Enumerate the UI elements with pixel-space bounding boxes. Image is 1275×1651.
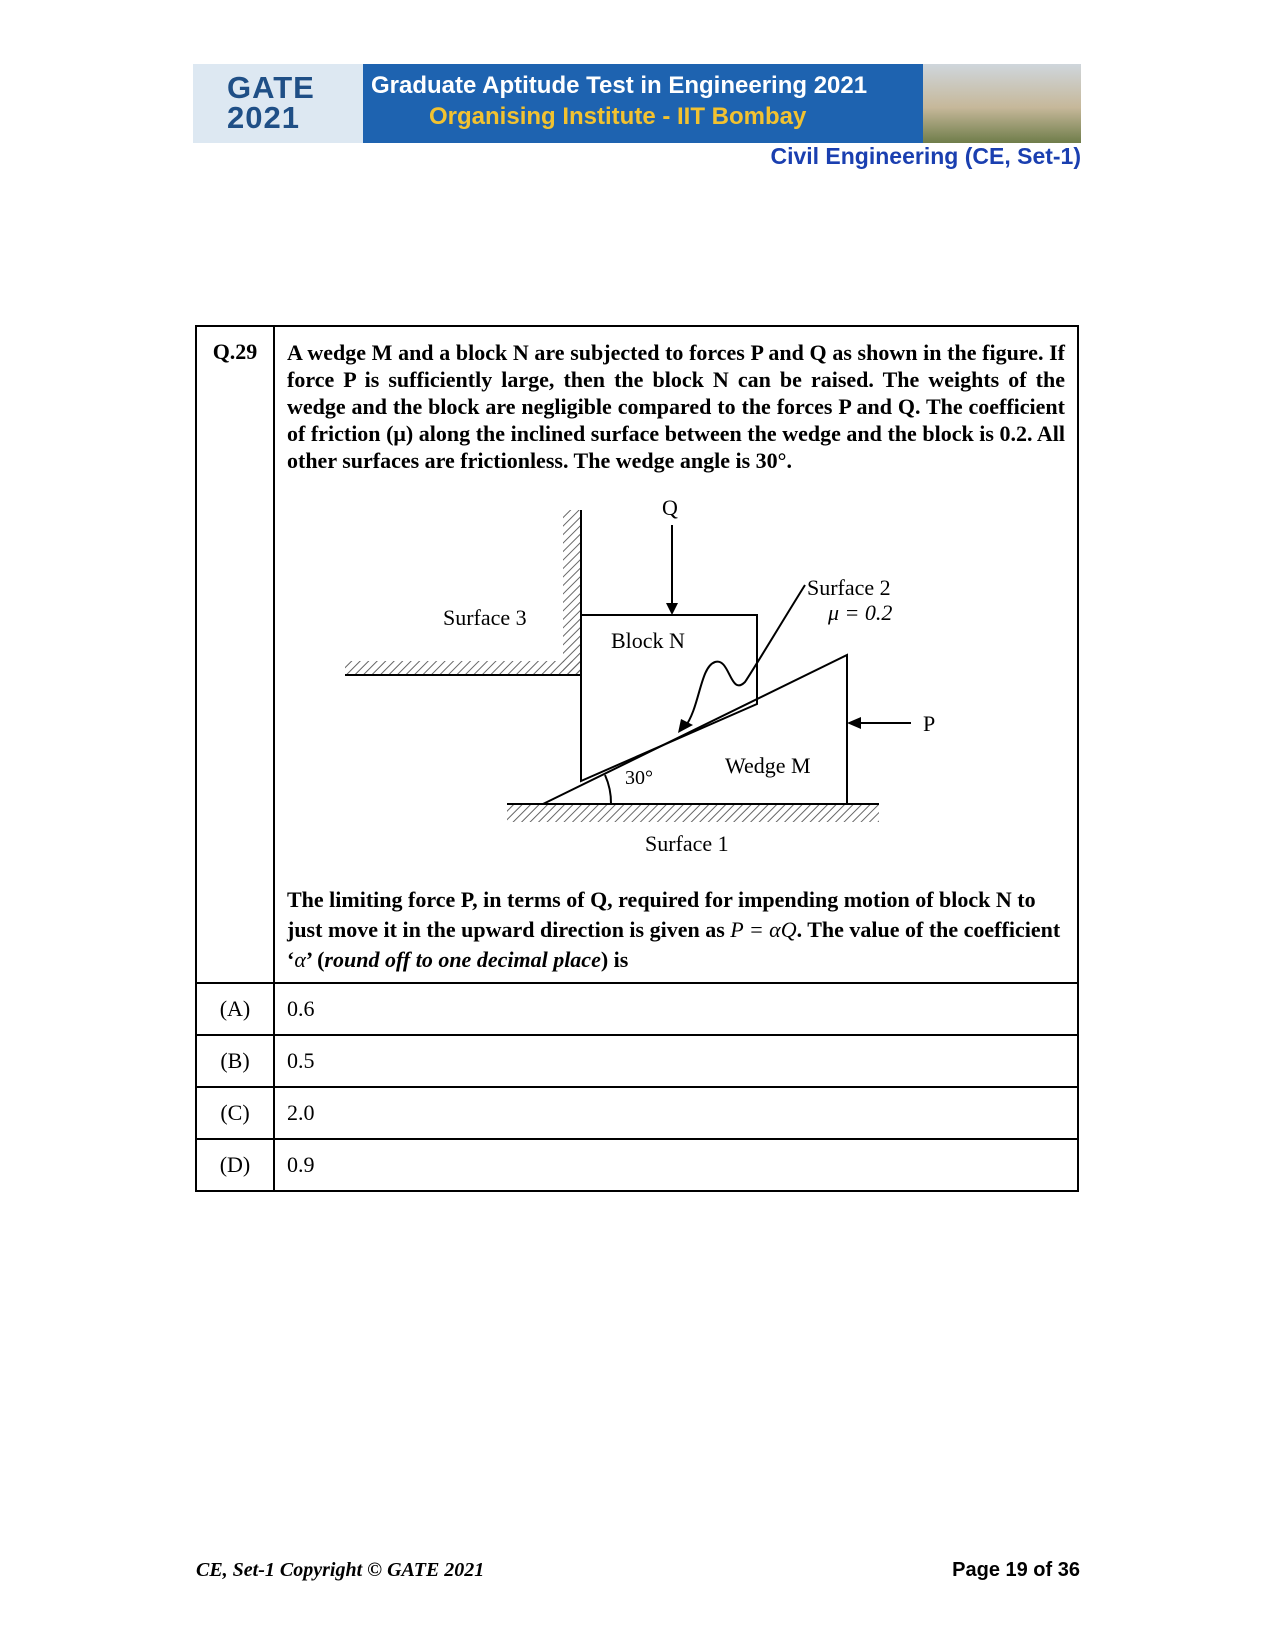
header-banner — [193, 64, 1081, 143]
label-q: Q — [662, 495, 678, 520]
label-block-n: Block N — [611, 628, 685, 653]
page-total: 36 — [1057, 1559, 1080, 1581]
force-q-arrowhead — [666, 603, 678, 615]
institute-photo — [923, 64, 1081, 143]
footer-copyright: CE, Set-1 Copyright © GATE 2021 — [196, 1559, 485, 1581]
page-sep: of — [1027, 1559, 1058, 1581]
label-surface3: Surface 3 — [443, 605, 527, 630]
option-label: (C) — [197, 1088, 275, 1138]
page-number — [952, 1559, 1080, 1582]
header-institute: Organising Institute - IIT Bombay — [429, 103, 807, 130]
surface3-wall-hatch — [563, 510, 581, 675]
question-table — [195, 325, 1079, 1192]
page-current: 19 — [1005, 1559, 1028, 1581]
label-mu: μ = 0.2 — [828, 600, 893, 625]
option-label: (B) — [197, 1036, 275, 1086]
option-value: 0.5 — [287, 1048, 315, 1073]
question-body — [275, 327, 1077, 982]
paper-subtitle: Civil Engineering (CE, Set-1) — [770, 143, 1081, 169]
option-value: 0.6 — [287, 996, 315, 1021]
prompt-italic: round off to one decimal place — [324, 947, 601, 972]
force-p-arrowhead — [847, 717, 861, 729]
option-row-b[interactable] — [197, 1034, 1077, 1086]
label-surface2: Surface 2 — [807, 575, 891, 600]
option-label: (A) — [197, 984, 275, 1034]
gate-logo — [193, 64, 363, 143]
logo-line2: 2021 — [227, 100, 300, 135]
prompt-part3: ’ ( — [305, 947, 325, 972]
option-value: 0.9 — [287, 1152, 315, 1177]
header-title-box — [363, 64, 923, 143]
logo-line1: GATE — [227, 70, 315, 105]
header-title: Graduate Aptitude Test in Engineering 2021 — [371, 72, 868, 99]
prompt-part2: . The value of the coefficient ‘ — [287, 917, 1061, 972]
option-row-a[interactable] — [197, 982, 1077, 1034]
label-wedge-m: Wedge M — [725, 753, 811, 778]
option-value: 2.0 — [287, 1100, 315, 1125]
prompt-formula: P = αQ — [730, 917, 797, 942]
question-number: Q.29 — [197, 327, 275, 982]
question-row — [197, 327, 1077, 982]
label-surface1: Surface 1 — [645, 831, 729, 856]
question-prompt — [275, 885, 1077, 982]
wedge-block-diagram — [275, 457, 1077, 885]
question-text: A wedge M and a block N are subjected to forces P and Q as shown in the figure. If force P is sufficiently large, then the block N can be raised. The weights of the wedge and the block are negligible compared to the forces P and Q. The coefficient of friction (μ) along the inclined surface between the wedge and the block is 0.2. All other surfaces are frictionless. The wedge angle is 30°. — [287, 340, 1065, 473]
prompt-part4: ) is — [600, 947, 629, 972]
label-angle: 30° — [625, 767, 653, 789]
option-row-d[interactable] — [197, 1138, 1077, 1190]
surface3-floor-hatch — [345, 661, 581, 675]
prompt-part1: The limiting force P, in terms of Q, required for impending motion of block N to just move it in the upward direction is given as — [287, 887, 1036, 942]
page-prefix: Page — [952, 1559, 1006, 1581]
question-figure — [275, 457, 1077, 885]
wedge-m — [543, 655, 847, 804]
label-p: P — [923, 711, 936, 736]
option-label: (D) — [197, 1140, 275, 1190]
angle-arc — [605, 775, 611, 804]
surface1-hatch — [507, 804, 879, 822]
prompt-alpha: α — [294, 947, 306, 972]
option-row-c[interactable] — [197, 1086, 1077, 1138]
